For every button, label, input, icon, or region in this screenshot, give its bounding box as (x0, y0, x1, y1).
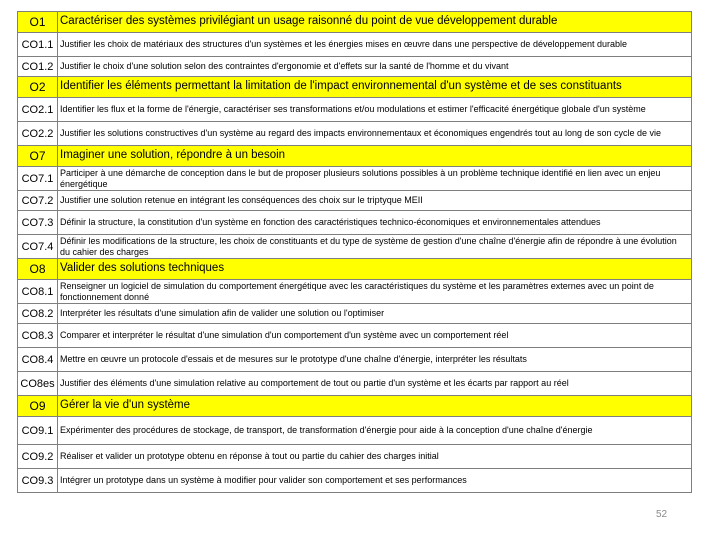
competence-description: Définir les modifications de la structure, les choix de constituants et du type de système de gestion d'une chaîne d'énergie afin de répondre à une évolution du cahier des charges (58, 235, 692, 259)
competence-code: CO9.1 (18, 417, 58, 445)
competence-description: Réaliser et valider un prototype obtenu en réponse à tout ou partie du cahier des charges initial (58, 445, 692, 469)
objective-code: O1 (18, 12, 58, 33)
competence-code: CO7.4 (18, 235, 58, 259)
competence-description: Interpréter les résultats d'une simulation afin de valider une solution ou l'optimiser (58, 304, 692, 324)
objective-title: Gérer la vie d'un système (58, 396, 692, 417)
competence-description: Intégrer un prototype dans un système à modifier pour valider son comportement et ses performances (58, 469, 692, 493)
competence-code: CO9.3 (18, 469, 58, 493)
competence-code: CO7.2 (18, 191, 58, 211)
competence-row (18, 33, 692, 57)
objective-row (18, 77, 692, 98)
objective-row (18, 259, 692, 280)
competence-description: Comparer et interpréter le résultat d'une simulation d'un comportement d'un système avec un comportement réel (58, 324, 692, 348)
page-number: 52 (656, 509, 668, 520)
competence-row (18, 469, 692, 493)
competence-row (18, 280, 692, 304)
competence-description: Justifier une solution retenue en intégrant les conséquences des choix sur le triptyque MEII (58, 191, 692, 211)
competence-row (18, 348, 692, 372)
competence-row (18, 211, 692, 235)
competency-table (17, 11, 692, 493)
competence-code: CO8.3 (18, 324, 58, 348)
competence-code: CO2.1 (18, 98, 58, 122)
competence-description: Participer à une démarche de conception dans le but de proposer plusieurs solutions possibles à un problème technique identifié en lien avec un enjeu énergétique (58, 167, 692, 191)
competence-row (18, 324, 692, 348)
competence-description: Mettre en œuvre un protocole d'essais et de mesures sur le prototype d'une chaîne d'énergie, interpréter les résultats (58, 348, 692, 372)
objective-row (18, 396, 692, 417)
competence-row (18, 191, 692, 211)
competence-code: CO8.2 (18, 304, 58, 324)
objective-row (18, 146, 692, 167)
objective-code: O9 (18, 396, 58, 417)
competence-code: CO1.1 (18, 33, 58, 57)
competence-description: Justifier les solutions constructives d'un système au regard des impacts environnementaux et économiques engendrés tout au long de son cycle de vie (58, 122, 692, 146)
competence-row (18, 235, 692, 259)
objective-title: Caractériser des systèmes privilégiant un usage raisonné du point de vue développement durable (58, 12, 692, 33)
competence-row (18, 57, 692, 77)
competence-description: Justifier le choix d'une solution selon des contraintes d'ergonomie et d'effets sur la santé de l'homme et du vivant (58, 57, 692, 77)
competence-code: CO9.2 (18, 445, 58, 469)
competence-description: Expérimenter des procédures de stockage, de transport, de transformation d'énergie pour aide à la conception d'une chaîne d'énergie (58, 417, 692, 445)
competence-code: CO8.4 (18, 348, 58, 372)
competence-code: CO8.1 (18, 280, 58, 304)
competence-description: Justifier des éléments d'une simulation relative au comportement de tout ou partie d'un système et les écarts par rapport au réel (58, 372, 692, 396)
competence-description: Définir la structure, la constitution d'un système en fonction des caractéristiques technico-économiques et environnementales attendues (58, 211, 692, 235)
competence-row (18, 304, 692, 324)
objective-title: Valider des solutions techniques (58, 259, 692, 280)
competence-row (18, 417, 692, 445)
competence-code: CO1.2 (18, 57, 58, 77)
objective-code: O7 (18, 146, 58, 167)
competence-row (18, 122, 692, 146)
competence-row (18, 98, 692, 122)
competence-code: CO2.2 (18, 122, 58, 146)
objective-title: Imaginer une solution, répondre à un besoin (58, 146, 692, 167)
objective-code: O8 (18, 259, 58, 280)
objective-code: O2 (18, 77, 58, 98)
objective-title: Identifier les éléments permettant la limitation de l'impact environnemental d'un système et de ses constituants (58, 77, 692, 98)
competence-row (18, 372, 692, 396)
competence-code: CO7.1 (18, 167, 58, 191)
competence-code: CO7.3 (18, 211, 58, 235)
competence-description: Justifier les choix de matériaux des structures d'un systèmes et les énergies mises en œuvre dans une perspective de développement durable (58, 33, 692, 57)
competence-description: Identifier les flux et la forme de l'énergie, caractériser ses transformations et/ou modulations et estimer l'efficacité énergétique globale d'un système (58, 98, 692, 122)
competence-code: CO8es (18, 372, 58, 396)
competence-row (18, 167, 692, 191)
competence-description: Renseigner un logiciel de simulation du comportement énergétique avec les caractéristiques du système et les paramètres externes avec un point de fonctionnement donné (58, 280, 692, 304)
competence-row (18, 445, 692, 469)
objective-row (18, 12, 692, 33)
